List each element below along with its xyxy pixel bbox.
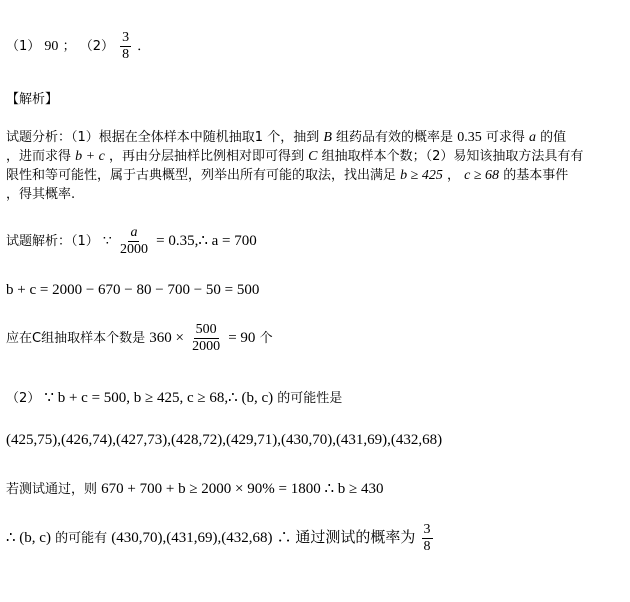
analysis-text: 的基本事件 (503, 168, 569, 183)
math-expr: b ≥ 425 (400, 168, 443, 183)
math-expr: ∴ 通过测试的概率为 (276, 530, 416, 547)
answer-separator: ； (62, 39, 76, 55)
answer-part2-label: （2） (79, 39, 114, 55)
math-expr: = 90 (228, 330, 256, 347)
math-expr: c ≥ 68 (464, 168, 500, 183)
solution-text: （2） (6, 391, 41, 406)
solution-text: 若测试通过，则 (6, 482, 98, 497)
math-expr: = 0.35,∴ a = 700 (156, 233, 257, 250)
fraction-denominator: 2000 (192, 339, 221, 355)
solution-pairs-list: (425,75),(426,74),(427,73),(428,72),(429,71),(430,70),(431,69),(432,68) (6, 432, 443, 448)
solution-step-4 (6, 387, 342, 407)
fraction-denominator: 8 (122, 47, 130, 63)
math-value: 0.35 (457, 130, 482, 145)
solution-step-2: b + c = 2000 − 670 − 80 − 700 − 50 = 500 (6, 282, 260, 298)
answer-line (6, 30, 150, 63)
math-expr: ∴ (b, c) (6, 530, 51, 547)
math-expr: 670 + 700 + b ≥ 2000 × 90% = 1800 ∴ b ≥ 430 (101, 481, 384, 497)
math-expr: ∵ b + c = 500, b ≥ 425, c ≥ 68,∴ (b, c) (44, 390, 274, 406)
answer-period: ． (137, 39, 151, 55)
fraction-a-over-2000 (118, 225, 150, 258)
fraction-denominator: 8 (423, 539, 431, 555)
analysis-text: ，再由分层抽样比例相对即可得到 (108, 149, 304, 164)
math-expr: 360 × (149, 330, 184, 347)
math-var: C (308, 149, 318, 164)
solution-text: 的可能有 (55, 531, 108, 547)
analysis-line-1 (6, 126, 566, 146)
solution-step-3 (6, 322, 273, 355)
analysis-text: 的值 (540, 130, 567, 145)
solution-step-6 (6, 478, 384, 498)
fraction-numerator: a (128, 225, 139, 242)
unit-text: 个 (259, 331, 273, 347)
solution-text: 应在C组抽取样本个数是 (6, 331, 146, 347)
fraction-numerator: 3 (422, 522, 433, 539)
fraction-500-over-2000 (190, 322, 222, 355)
analysis-text: ， (446, 168, 460, 183)
answer-part2-fraction (120, 30, 131, 63)
analysis-text: （1）根据在全体样本中随机抽取1 个，抽到 (71, 130, 320, 145)
math-expr: b + c (75, 149, 105, 164)
analysis-text: 组药品有效的概率是 (336, 130, 454, 145)
because-symbol: ∵ (102, 234, 112, 250)
fraction-numerator: 3 (120, 30, 131, 47)
solution-step-7 (6, 522, 435, 555)
analysis-line-4: ，得其概率. (6, 187, 76, 202)
math-var: B (323, 130, 332, 145)
answer-part1-label: （1） (6, 39, 41, 55)
analysis-label: 试题分析： (6, 130, 72, 145)
answer-part1-value: 90 (44, 39, 59, 55)
analysis-text: ，进而求得 (6, 149, 72, 164)
analysis-text: 可求得 (485, 130, 525, 145)
fraction-denominator: 2000 (119, 242, 148, 258)
analysis-text: 组抽取样本个数；（2）易知该抽取方法具有有 (321, 149, 584, 164)
solution-step-1 (6, 225, 257, 258)
section-header: 【解析】 (6, 92, 59, 107)
math-expr: (430,70),(431,69),(432,68) (111, 530, 273, 547)
solution-label: 试题解析：（1） (6, 234, 99, 250)
math-var: a (529, 130, 536, 145)
analysis-line-3 (6, 164, 568, 184)
fraction-numerator: 500 (194, 322, 219, 339)
analysis-line-2 (6, 145, 583, 165)
analysis-text: 限性和等可能性，属于古典概型，列举出所有可能的取法，找出满足 (6, 168, 397, 183)
solution-text: 的可能性是 (277, 391, 343, 406)
fraction-3-over-8 (422, 522, 433, 555)
